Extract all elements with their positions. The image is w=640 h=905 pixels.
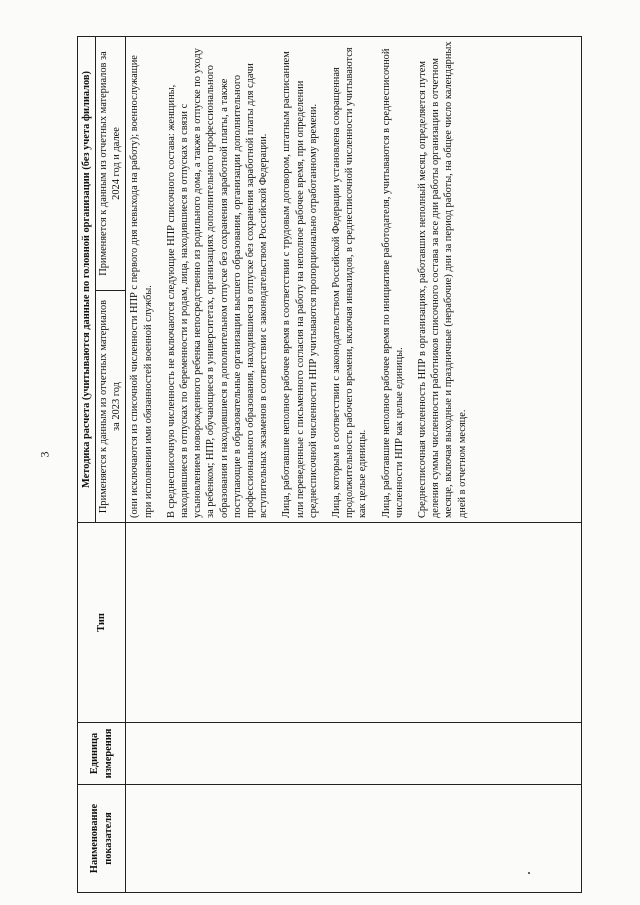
method-paragraph: Среднесписочная численность НПР в организациях, работавших неполный месяц, определяется путем деления суммы численности работников списочного состава за все дни работы организации в отчетном месяце, включая выходные и праздничные (нерабочие) дни за период работы, на общее число календарных дней в отчетном месяце. [417,41,468,518]
method-paragraph: (они исключаются из списочной численности НПР с первого дня невыхода на работу); военнослужащие при исполнении ими обязанностей военной службы. [129,55,154,518]
cell-method-text [126,37,582,523]
method-paragraph: Лица, работавшие неполное рабочее время по инициативе работодателя, учитываются в среднесписочной численности НПР как целые единицы. [380,48,405,518]
scan-speck [528,872,530,874]
header-type: Тип [78,523,126,723]
cell-type [126,523,582,723]
header-row-1 [78,37,96,893]
method-paragraph: Лица, работавшие неполное рабочее время в соответствии с трудовым договором, штатным расписанием или переведенные с письменного согласия на работу на неполное рабочее время, при определении среднесписочной численности НПР учитываются пропорционально отработанному времени. [281,51,319,518]
table-row [126,37,582,893]
method-paragraph: Лица, которым в соответствии с законодательством Российской Федерации установлена сокращенная продолжительность рабочего времени, включая инвалидов, в среднесписочной численности учитываются как целые единицы. [331,47,369,518]
cell-indicator-name [126,785,582,893]
methodology-table-sheet [77,37,582,893]
methodology-table [77,36,582,893]
cell-unit [126,723,582,785]
method-paragraph: В среднесписочную численность не включаются следующие НПР списочного состава: женщины, находившиеся в отпусках по беременности и родам, лица, находившиеся в отпусках в связи с усыновлением новорожденного ребенка непосредственно из родильного дома, а также в отпуске по уходу за ребенком; НПР, обучающиеся в университетах, организациях дополнительного профессионального образования и находившиеся в дополнительном отпуске без сохранения заработной платы, а также поступающие в образовательные организации высшего образования, организации дополнительного профессионального образования, находившиеся в отпуске без сохранения заработной платы для сдачи вступительных экзаменов в соответствии с законодательством Российской Федерации. [165,48,270,518]
header-indicator-name: Наименование показателя [78,785,126,893]
header-method: Методика расчета (учитываются данные по головной организации (без учета филиалов) [78,37,96,523]
page-number: 3 [37,451,52,458]
header-method-2023: Применяется к данным из отчетных материалов за 2023 год [96,291,126,523]
header-unit: Единица измерения [78,723,126,785]
header-method-2024: Применяется к данным из отчетных материалов за 2024 год и далее [96,37,126,291]
